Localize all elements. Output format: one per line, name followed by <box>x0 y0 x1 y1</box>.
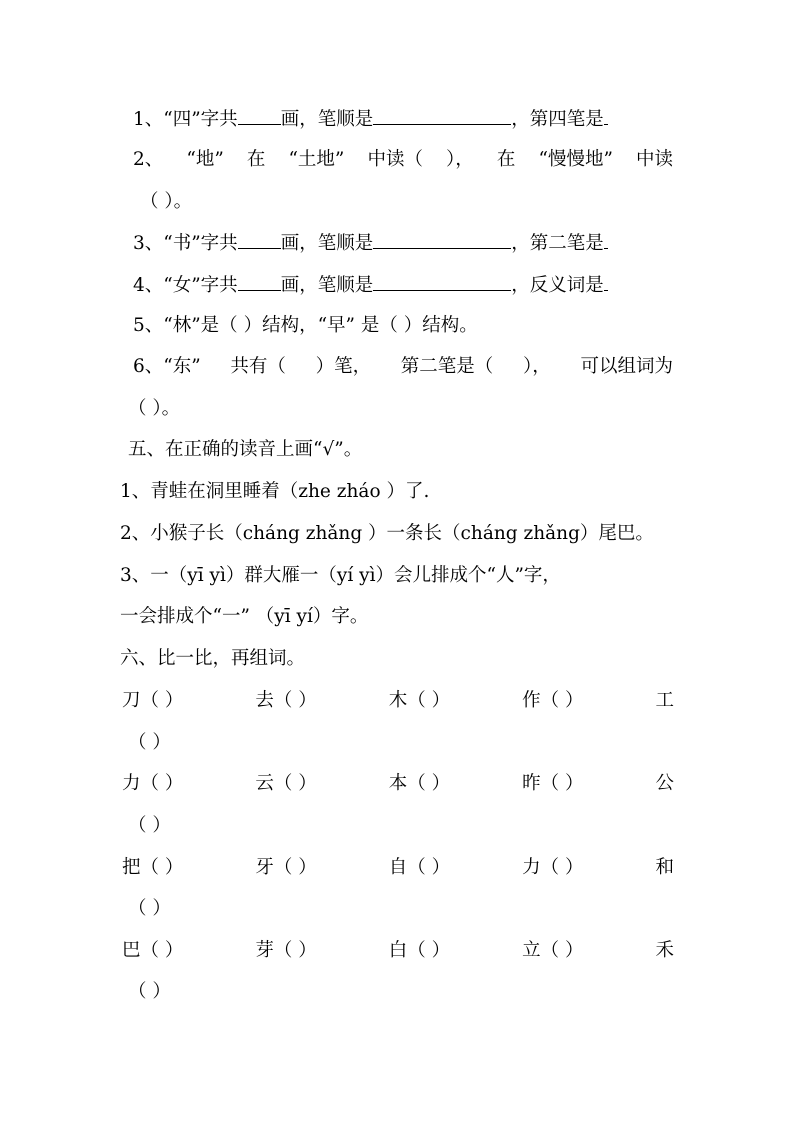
q1-text-c: ，第四笔是 <box>511 109 604 130</box>
q2-part: 在 <box>246 149 266 170</box>
compare-row-3-cont: （ ） <box>128 898 171 919</box>
compare-item: 刀（ ） <box>122 690 184 711</box>
q1-blank-order[interactable] <box>373 106 511 125</box>
q3-text-c: ，第二笔是 <box>511 233 604 254</box>
q6-part: 共有（ <box>230 356 286 377</box>
q1-blank-strokes[interactable] <box>238 106 281 125</box>
compare-item: 禾 <box>655 940 674 961</box>
q4-blank-order[interactable] <box>373 272 511 291</box>
q2-part: “土地” <box>288 149 345 170</box>
compare-row-4 <box>122 939 674 963</box>
q1-text-a: 1、“四”字共 <box>133 109 238 130</box>
q2-part: 中读（ <box>367 149 423 170</box>
q6-part: ）笔， <box>315 356 372 377</box>
q4-text-a: 4、“女”字共 <box>133 275 238 296</box>
q3-blank-order[interactable] <box>373 230 511 249</box>
compare-item: 和 <box>655 857 674 878</box>
section-5-question-1: 1、青蛙在洞里睡着（zhe zháo ）了. <box>120 481 430 502</box>
q4-blank-strokes[interactable] <box>238 272 281 291</box>
question-2-line-1 <box>133 148 673 172</box>
q3-blank-tail[interactable] <box>604 230 608 249</box>
compare-row-4-cont: （ ） <box>128 981 171 1002</box>
compare-item: 公 <box>655 773 674 794</box>
q2-part: 在 <box>496 149 516 170</box>
compare-item: 工 <box>655 690 674 711</box>
compare-row-1-cont: （ ） <box>128 732 171 753</box>
q2-part: “慢慢地” <box>538 149 613 170</box>
compare-item: 木（ ） <box>388 690 451 711</box>
compare-row-3 <box>122 856 674 880</box>
section-6-title: 六、比一比，再组词。 <box>120 648 306 669</box>
compare-item: 昨（ ） <box>522 773 584 794</box>
compare-item: 云（ ） <box>255 773 317 794</box>
q6-part: ）， <box>522 356 551 377</box>
q1-blank-tail[interactable] <box>604 106 608 125</box>
compare-item: 牙（ ） <box>255 857 317 878</box>
compare-row-2 <box>122 772 674 796</box>
q2-part: 2、 <box>133 149 164 170</box>
q2-part: ）， <box>446 149 474 170</box>
question-6-line-2: （ ）。 <box>128 398 181 419</box>
q6-part: 第二笔是（ <box>400 356 494 377</box>
compare-item: 去（ ） <box>255 690 317 711</box>
q4-blank-tail[interactable] <box>604 272 608 291</box>
compare-item: 力（ ） <box>522 857 584 878</box>
q3-text-b: 画，笔顺是 <box>280 233 374 254</box>
compare-item: 芽（ ） <box>255 940 317 961</box>
q3-text-a: 3、“书”字共 <box>133 233 238 254</box>
compare-row-2-cont: （ ） <box>128 815 171 836</box>
compare-item: 自（ ） <box>388 857 451 878</box>
section-5-question-2: 2、小猴子长（cháng zhǎng ）一条长（cháng zhǎng）尾巴。 <box>120 523 654 544</box>
question-6-line-1 <box>133 355 673 379</box>
compare-row-1 <box>122 689 674 713</box>
q2-part: “地” <box>186 149 224 170</box>
compare-item: 立（ ） <box>522 940 584 961</box>
q4-text-c: ，反义词是 <box>511 275 604 296</box>
question-3 <box>133 230 608 256</box>
q3-blank-strokes[interactable] <box>238 230 281 249</box>
question-2-line-2: （ ）。 <box>140 191 193 212</box>
q6-part: 6、“东” <box>133 356 201 377</box>
question-5: 5、“林”是（ ）结构，“早” 是（ ）结构。 <box>133 315 478 336</box>
compare-item: 作（ ） <box>522 690 584 711</box>
section-5-question-3-line-2: 一会排成个“一” （yī yí）字。 <box>120 606 369 627</box>
compare-item: 力（ ） <box>122 773 184 794</box>
section-5-title: 五、在正确的读音上画“√”。 <box>128 439 363 460</box>
compare-item: 巴（ ） <box>122 940 184 961</box>
compare-item: 本（ ） <box>388 773 451 794</box>
q6-part: 可以组词为 <box>580 356 673 377</box>
question-1 <box>133 106 608 132</box>
question-4 <box>133 272 608 298</box>
q2-part: 中读 <box>635 149 673 170</box>
compare-item: 白（ ） <box>388 940 451 961</box>
section-5-question-3-line-1: 3、一（yī yì）群大雁一（yí yì）会儿排成个“人”字， <box>120 565 561 586</box>
q4-text-b: 画，笔顺是 <box>280 275 374 296</box>
compare-item: 把（ ） <box>122 857 184 878</box>
q1-text-b: 画，笔顺是 <box>280 109 374 130</box>
